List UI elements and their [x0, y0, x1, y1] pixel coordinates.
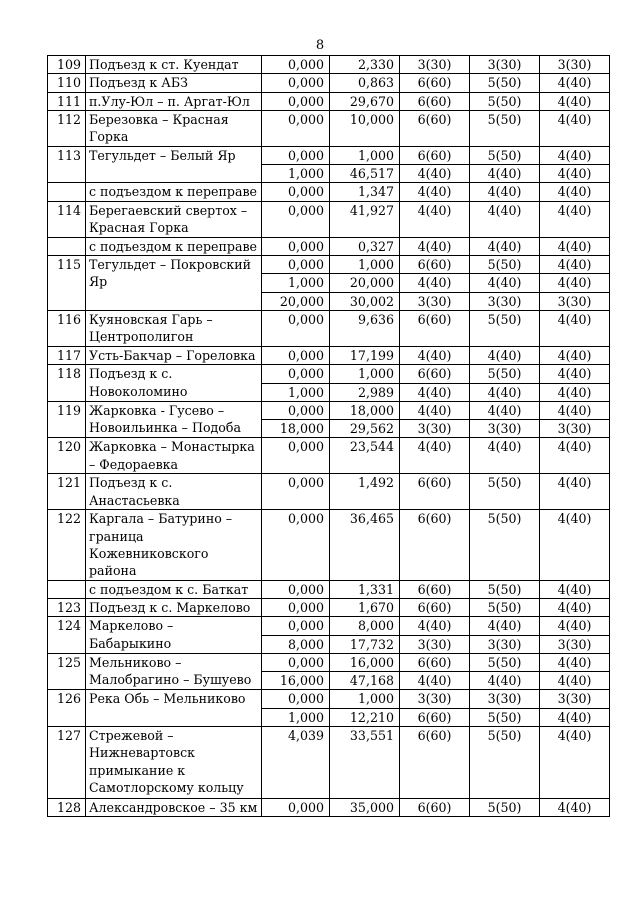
category-value: 4(40)	[400, 165, 470, 183]
road-number: 127	[48, 727, 86, 799]
road-name: Куяновская Гарь – Центрополигон	[86, 310, 262, 346]
category-value: 5(50)	[470, 365, 540, 383]
category-value: 4(40)	[540, 365, 610, 383]
category-value: 4(40)	[540, 617, 610, 635]
table-row	[48, 256, 610, 274]
category-value: 4(40)	[540, 310, 610, 346]
road-name: Подъезд к АБЗ	[86, 74, 262, 92]
category-value: 4(40)	[540, 799, 610, 817]
category-value: 4(40)	[540, 165, 610, 183]
table-row	[48, 146, 610, 164]
category-value: 4(40)	[470, 183, 540, 201]
road-number: 121	[48, 474, 86, 510]
road-name: Подъезд к ст. Куендат	[86, 56, 262, 74]
km-end: 17,732	[330, 635, 400, 653]
km-start: 4,039	[262, 727, 330, 799]
km-start: 0,000	[262, 799, 330, 817]
km-start: 1,000	[262, 165, 330, 183]
road-number: 125	[48, 653, 86, 690]
category-value: 4(40)	[540, 727, 610, 799]
km-end: 20,000	[330, 274, 400, 292]
category-value: 4(40)	[470, 401, 540, 419]
category-value: 6(60)	[400, 799, 470, 817]
km-end: 16,000	[330, 653, 400, 671]
category-value: 6(60)	[400, 74, 470, 92]
road-number: 113	[48, 146, 86, 183]
km-start: 0,000	[262, 310, 330, 346]
km-end: 0,863	[330, 74, 400, 92]
km-start: 0,000	[262, 653, 330, 671]
category-value: 4(40)	[400, 401, 470, 419]
category-value: 3(30)	[540, 635, 610, 653]
category-value: 6(60)	[400, 310, 470, 346]
category-value: 5(50)	[470, 74, 540, 92]
km-start: 0,000	[262, 365, 330, 383]
category-value: 4(40)	[470, 672, 540, 690]
category-value: 4(40)	[540, 672, 610, 690]
km-end: 1,000	[330, 256, 400, 274]
category-value: 6(60)	[400, 256, 470, 274]
km-start: 16,000	[262, 672, 330, 690]
km-start: 0,000	[262, 401, 330, 419]
road-name: Река Обь – Мельниково	[86, 690, 262, 727]
road-name: Тегульдет – Белый Яр	[86, 146, 262, 183]
road-number: 123	[48, 598, 86, 616]
km-start: 0,000	[262, 346, 330, 364]
category-value: 5(50)	[470, 474, 540, 510]
category-value: 3(30)	[470, 292, 540, 310]
road-name: с подъездом к с. Баткат	[86, 580, 262, 598]
km-end: 29,562	[330, 420, 400, 438]
category-value: 5(50)	[470, 146, 540, 164]
road-number: 117	[48, 346, 86, 364]
category-value: 3(30)	[400, 420, 470, 438]
category-value: 3(30)	[540, 420, 610, 438]
table-row	[48, 580, 610, 598]
category-value: 5(50)	[470, 510, 540, 580]
road-name: с подъездом к переправе	[86, 183, 262, 201]
km-start: 0,000	[262, 74, 330, 92]
road-name: Берегаевский свертох – Красная Горка	[86, 201, 262, 237]
km-end: 46,517	[330, 165, 400, 183]
category-value: 4(40)	[540, 474, 610, 510]
road-name: Березовка – Красная Горка	[86, 110, 262, 146]
category-value: 4(40)	[540, 110, 610, 146]
category-value: 5(50)	[470, 310, 540, 346]
table-row	[48, 74, 610, 92]
category-value: 4(40)	[400, 383, 470, 401]
km-end: 10,000	[330, 110, 400, 146]
category-value: 5(50)	[470, 708, 540, 726]
table-row	[48, 237, 610, 255]
km-end: 8,000	[330, 617, 400, 635]
category-value: 6(60)	[400, 708, 470, 726]
table-row	[48, 183, 610, 201]
road-number: 128	[48, 799, 86, 817]
km-end: 36,465	[330, 510, 400, 580]
category-value: 5(50)	[470, 580, 540, 598]
road-name: Маркелово – Бабарыкино	[86, 617, 262, 654]
road-number: 112	[48, 110, 86, 146]
road-number: 120	[48, 438, 86, 474]
category-value: 4(40)	[540, 146, 610, 164]
km-end: 17,199	[330, 346, 400, 364]
category-value: 3(30)	[400, 56, 470, 74]
road-name: Александровское – 35 км	[86, 799, 262, 817]
category-value: 4(40)	[470, 383, 540, 401]
category-value: 6(60)	[400, 653, 470, 671]
km-end: 35,000	[330, 799, 400, 817]
category-value: 4(40)	[540, 401, 610, 419]
category-value: 4(40)	[540, 92, 610, 110]
table-row	[48, 110, 610, 146]
table-row	[48, 474, 610, 510]
road-number: 122	[48, 510, 86, 580]
table-row	[48, 617, 610, 635]
km-end: 0,327	[330, 237, 400, 255]
table-row	[48, 510, 610, 580]
table-row	[48, 799, 610, 817]
category-value: 6(60)	[400, 598, 470, 616]
table-row	[48, 310, 610, 346]
category-value: 3(30)	[400, 635, 470, 653]
km-start: 0,000	[262, 690, 330, 708]
km-end: 23,544	[330, 438, 400, 474]
category-value: 6(60)	[400, 580, 470, 598]
roads-table	[47, 55, 610, 817]
km-end: 1,670	[330, 598, 400, 616]
km-end: 2,330	[330, 56, 400, 74]
category-value: 3(30)	[540, 56, 610, 74]
table-row	[48, 92, 610, 110]
km-start: 0,000	[262, 474, 330, 510]
category-value: 6(60)	[400, 510, 470, 580]
category-value: 6(60)	[400, 474, 470, 510]
road-name: Тегульдет – Покровский Яр	[86, 256, 262, 311]
category-value: 4(40)	[400, 183, 470, 201]
km-start: 0,000	[262, 146, 330, 164]
category-value: 4(40)	[540, 598, 610, 616]
km-start: 1,000	[262, 708, 330, 726]
category-value: 4(40)	[400, 201, 470, 237]
km-start: 20,000	[262, 292, 330, 310]
table-row	[48, 346, 610, 364]
table-row	[48, 365, 610, 383]
category-value: 4(40)	[470, 274, 540, 292]
road-number: 119	[48, 401, 86, 438]
km-end: 18,000	[330, 401, 400, 419]
category-value: 3(30)	[470, 635, 540, 653]
category-value: 4(40)	[470, 201, 540, 237]
category-value: 4(40)	[470, 165, 540, 183]
category-value: 4(40)	[540, 438, 610, 474]
roads-table-body	[48, 56, 610, 817]
category-value: 4(40)	[540, 653, 610, 671]
road-number: 124	[48, 617, 86, 654]
category-value: 3(30)	[470, 56, 540, 74]
category-value: 4(40)	[400, 274, 470, 292]
km-end: 1,000	[330, 690, 400, 708]
table-row	[48, 653, 610, 671]
category-value: 4(40)	[540, 183, 610, 201]
category-value: 4(40)	[540, 383, 610, 401]
km-start: 0,000	[262, 92, 330, 110]
km-start: 0,000	[262, 598, 330, 616]
km-end: 9,636	[330, 310, 400, 346]
category-value: 4(40)	[540, 256, 610, 274]
road-number: 110	[48, 74, 86, 92]
category-value: 4(40)	[540, 237, 610, 255]
km-start: 0,000	[262, 237, 330, 255]
category-value: 6(60)	[400, 365, 470, 383]
km-start: 0,000	[262, 510, 330, 580]
road-number	[48, 237, 86, 255]
category-value: 4(40)	[400, 672, 470, 690]
road-number: 118	[48, 365, 86, 402]
km-start: 0,000	[262, 580, 330, 598]
category-value: 4(40)	[470, 237, 540, 255]
category-value: 4(40)	[400, 438, 470, 474]
category-value: 6(60)	[400, 146, 470, 164]
km-start: 0,000	[262, 56, 330, 74]
road-number: 126	[48, 690, 86, 727]
km-end: 2,989	[330, 383, 400, 401]
table-row	[48, 401, 610, 419]
table-row	[48, 201, 610, 237]
category-value: 5(50)	[470, 598, 540, 616]
km-end: 1,347	[330, 183, 400, 201]
category-value: 3(30)	[540, 690, 610, 708]
category-value: 6(60)	[400, 110, 470, 146]
km-end: 1,492	[330, 474, 400, 510]
category-value: 3(30)	[400, 292, 470, 310]
km-start: 0,000	[262, 438, 330, 474]
category-value: 4(40)	[540, 580, 610, 598]
category-value: 4(40)	[540, 201, 610, 237]
km-end: 30,002	[330, 292, 400, 310]
km-start: 0,000	[262, 201, 330, 237]
km-start: 0,000	[262, 256, 330, 274]
km-start: 0,000	[262, 183, 330, 201]
road-number: 114	[48, 201, 86, 237]
category-value: 3(30)	[540, 292, 610, 310]
road-name: Каргала – Батурино – граница Кожевниковского района	[86, 510, 262, 580]
km-start: 1,000	[262, 274, 330, 292]
km-end: 1,331	[330, 580, 400, 598]
road-name: Жарковка – Монастырка – Федораевка	[86, 438, 262, 474]
km-end: 33,551	[330, 727, 400, 799]
category-value: 4(40)	[540, 346, 610, 364]
category-value: 4(40)	[470, 346, 540, 364]
category-value: 4(40)	[540, 708, 610, 726]
road-number: 115	[48, 256, 86, 311]
category-value: 5(50)	[470, 92, 540, 110]
km-end: 12,210	[330, 708, 400, 726]
km-start: 18,000	[262, 420, 330, 438]
category-value: 4(40)	[540, 74, 610, 92]
road-name: Мельниково – Малобрагино – Бушуево	[86, 653, 262, 690]
table-row	[48, 56, 610, 74]
table-row	[48, 690, 610, 708]
km-start: 1,000	[262, 383, 330, 401]
road-number	[48, 183, 86, 201]
km-start: 8,000	[262, 635, 330, 653]
road-name: Подъезд к с. Маркелово	[86, 598, 262, 616]
road-number: 111	[48, 92, 86, 110]
road-name: Подъезд к с. Новоколомино	[86, 365, 262, 402]
category-value: 3(30)	[470, 690, 540, 708]
category-value: 6(60)	[400, 92, 470, 110]
category-value: 4(40)	[400, 346, 470, 364]
table-row	[48, 438, 610, 474]
table-row	[48, 598, 610, 616]
km-start: 0,000	[262, 617, 330, 635]
road-number: 109	[48, 56, 86, 74]
category-value: 4(40)	[470, 617, 540, 635]
road-name: Подъезд к с. Анастасьевка	[86, 474, 262, 510]
category-value: 4(40)	[540, 510, 610, 580]
page-number: 8	[315, 38, 325, 53]
category-value: 6(60)	[400, 727, 470, 799]
category-value: 5(50)	[470, 256, 540, 274]
road-number: 116	[48, 310, 86, 346]
category-value: 3(30)	[470, 420, 540, 438]
category-value: 4(40)	[400, 617, 470, 635]
km-end: 29,670	[330, 92, 400, 110]
category-value: 5(50)	[470, 110, 540, 146]
category-value: 5(50)	[470, 799, 540, 817]
category-value: 4(40)	[540, 274, 610, 292]
category-value: 4(40)	[400, 237, 470, 255]
km-end: 41,927	[330, 201, 400, 237]
road-number	[48, 580, 86, 598]
road-name: п.Улу-Юл – п. Аргат-Юл	[86, 92, 262, 110]
km-end: 1,000	[330, 146, 400, 164]
road-name: Усть-Бакчар – Гореловка	[86, 346, 262, 364]
road-name: Жарковка - Гусево – Новоильинка – Подоба	[86, 401, 262, 438]
category-value: 5(50)	[470, 653, 540, 671]
table-row	[48, 727, 610, 799]
category-value: 4(40)	[470, 438, 540, 474]
category-value: 3(30)	[400, 690, 470, 708]
km-end: 1,000	[330, 365, 400, 383]
road-name: Стрежевой – Нижневартовск примыкание к Самотлорскому кольцу	[86, 727, 262, 799]
road-name: с подъездом к переправе	[86, 237, 262, 255]
km-start: 0,000	[262, 110, 330, 146]
km-end: 47,168	[330, 672, 400, 690]
category-value: 5(50)	[470, 727, 540, 799]
